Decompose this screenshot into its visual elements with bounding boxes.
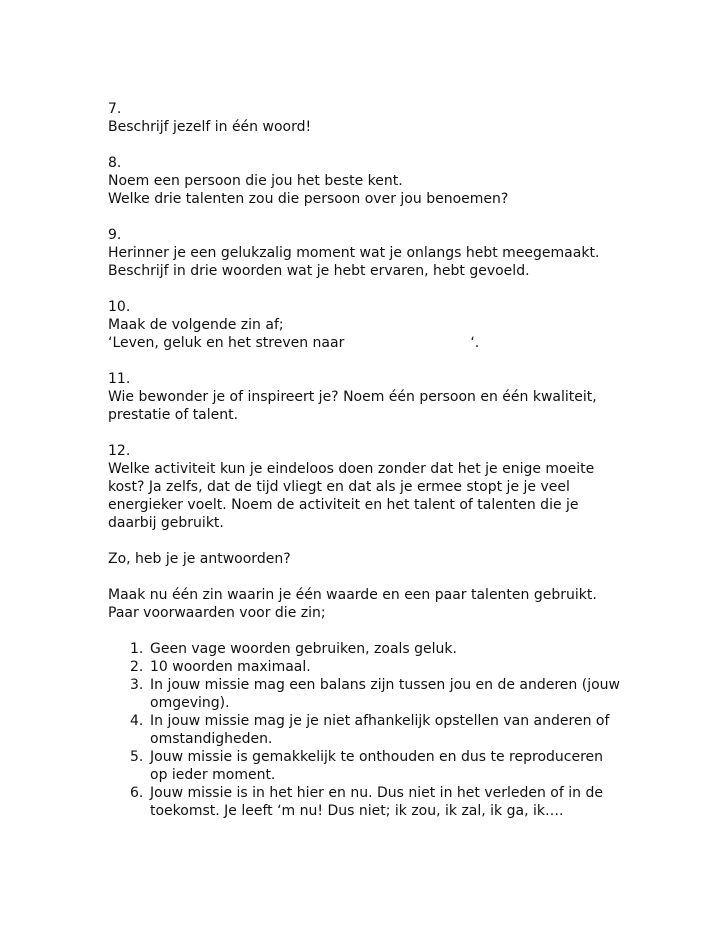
list-item-text: omgeving). — [150, 695, 230, 711]
question-number: 8. — [108, 155, 122, 171]
list-item — [108, 658, 668, 676]
list-item — [108, 784, 668, 820]
instruction — [108, 586, 668, 622]
list-item — [108, 748, 668, 784]
list-item-number: 2. — [130, 659, 144, 675]
list-item — [108, 712, 668, 748]
question-number: 11. — [108, 371, 131, 387]
question-12 — [108, 442, 668, 532]
question-number: 9. — [108, 227, 122, 243]
question-text: Wie bewonder je of inspireert je? Noem één persoon en één kwaliteit, — [108, 389, 597, 405]
question-number: 12. — [108, 443, 131, 459]
list-item-number: 4. — [130, 713, 144, 729]
question-9 — [108, 226, 668, 280]
list-item-text: omstandigheden. — [150, 731, 273, 747]
list-item-number: 5. — [130, 749, 144, 765]
list-item — [108, 676, 668, 712]
list-item-text: In jouw missie mag een balans zijn tussen jou en de anderen (jouw — [150, 677, 620, 693]
question-text: prestatie of talent. — [108, 407, 239, 423]
question-8 — [108, 154, 668, 208]
instruction-text: Maak nu één zin waarin je één waarde en een paar talenten gebruikt. — [108, 587, 597, 603]
question-text: Beschrijf in drie woorden wat je hebt ervaren, hebt gevoeld. — [108, 263, 530, 279]
list-item — [108, 640, 668, 658]
question-text: Noem een persoon die jou het beste kent. — [108, 173, 403, 189]
question-number: 10. — [108, 299, 131, 315]
list-item-text: op ieder moment. — [150, 767, 276, 783]
list-item-text: 10 woorden maximaal. — [150, 659, 311, 675]
question-text: energieker voelt. Noem de activiteit en het talent of talenten die je — [108, 497, 579, 513]
question-text: Welke activiteit kun je eindeloos doen zonder dat het je enige moeite — [108, 461, 595, 477]
question-text: kost? Ja zelfs, dat de tijd vliegt en dat als je ermee stopt je je veel — [108, 479, 570, 495]
question-text: Herinner je een gelukzalig moment wat je onlangs hebt meegemaakt. — [108, 245, 600, 261]
instruction-text: Paar voorwaarden voor die zin; — [108, 605, 326, 621]
question-10 — [108, 298, 668, 352]
list-item-text: Jouw missie is in het hier en nu. Dus niet in het verleden of in de — [150, 785, 603, 801]
list-item-number: 6. — [130, 785, 144, 801]
list-item-text: Geen vage woorden gebruiken, zoals geluk. — [150, 641, 457, 657]
question-number: 7. — [108, 101, 122, 117]
list-item-number: 1. — [130, 641, 144, 657]
list-item-text: toekomst. Je leeft ‘m nu! Dus niet; ik zou, ik zal, ik ga, ik…. — [150, 803, 564, 819]
question-text: daarbij gebruikt. — [108, 515, 224, 531]
question-7 — [108, 100, 668, 136]
conditions-list — [108, 640, 668, 820]
sentence-end: ‘. — [470, 335, 480, 351]
question-text: Welke drie talenten zou die persoon over jou benoemen? — [108, 191, 509, 207]
question-text: Maak de volgende zin af; — [108, 317, 284, 333]
answers-check — [108, 550, 668, 568]
list-item-number: 3. — [130, 677, 144, 693]
answers-question-text: Zo, heb je je antwoorden? — [108, 551, 291, 567]
question-text: Beschrijf jezelf in één woord! — [108, 119, 312, 135]
fill-in-sentence — [108, 334, 668, 352]
document-page — [108, 100, 668, 820]
sentence-start: ‘Leven, geluk en het streven naar — [108, 335, 345, 351]
question-11 — [108, 370, 668, 424]
list-item-text: In jouw missie mag je je niet afhankelijk opstellen van anderen of — [150, 713, 610, 729]
list-item-text: Jouw missie is gemakkelijk te onthouden en dus te reproduceren — [150, 749, 604, 765]
